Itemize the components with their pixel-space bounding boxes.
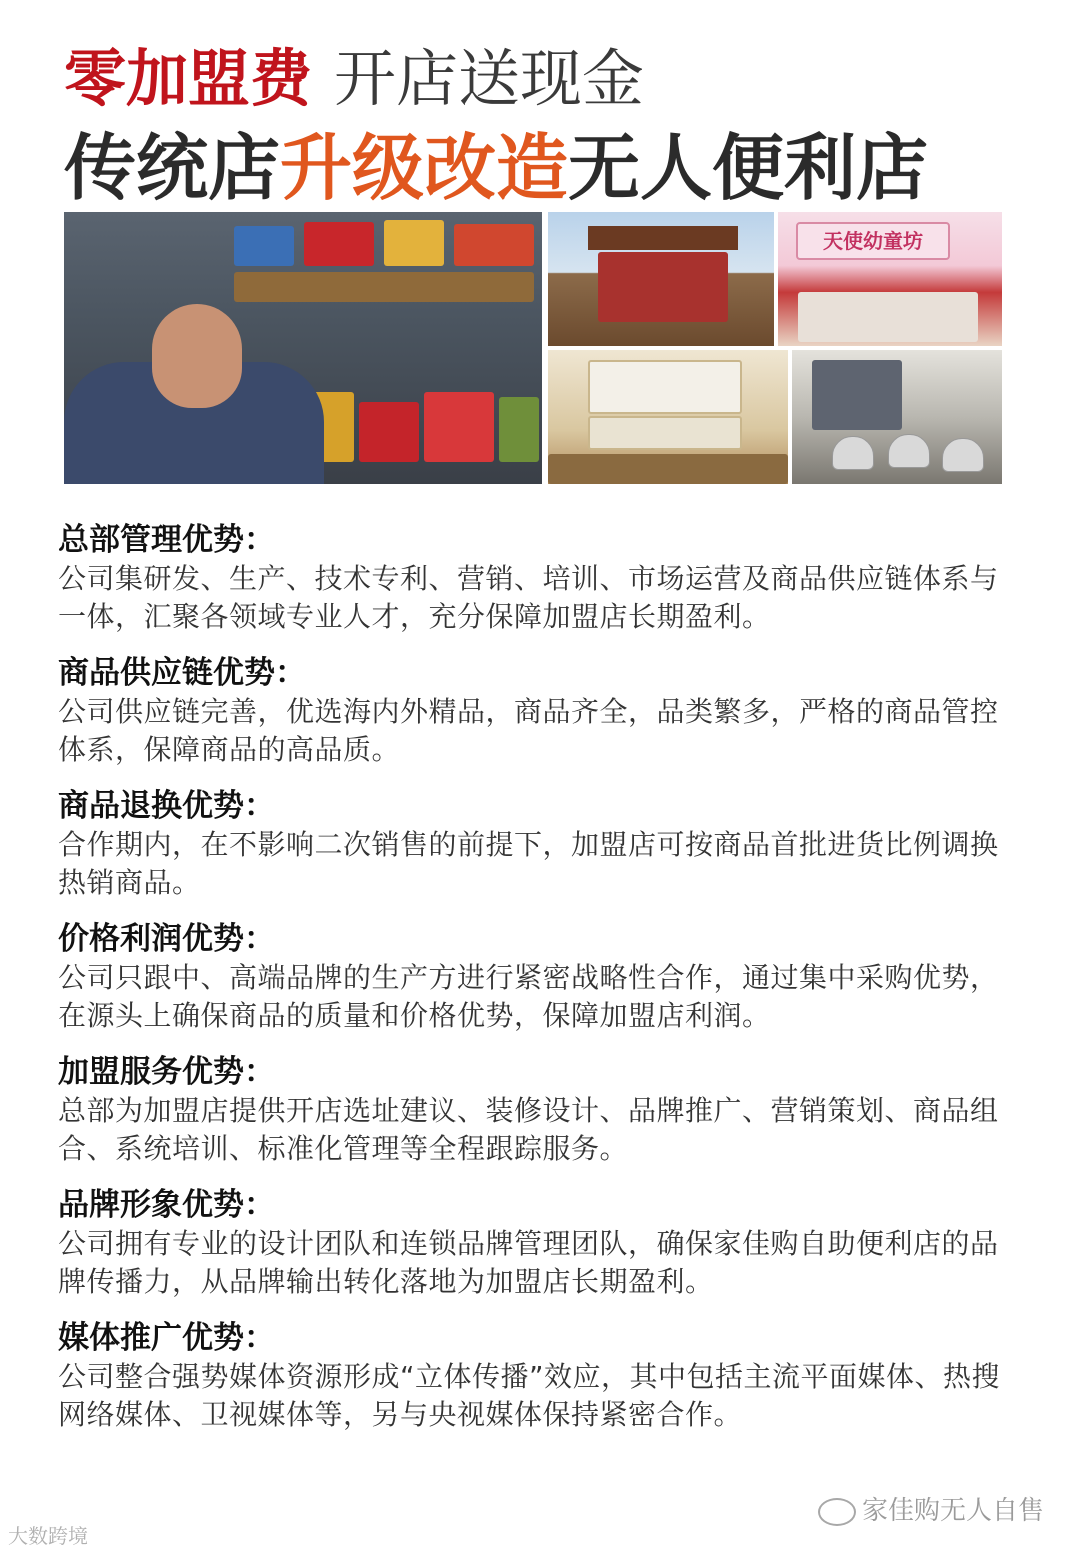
headline-part-b: 升级改造 bbox=[280, 126, 569, 210]
advantage-section bbox=[58, 1185, 1018, 1301]
headline-part-c: 无人便利店 bbox=[568, 126, 929, 210]
shelf-product bbox=[304, 222, 374, 266]
shelf-unit bbox=[588, 416, 742, 450]
advantage-body: 公司集研发、生产、技术专利、营销、培训、市场运营及商品供应链体系与一体，汇聚各领域专业人才，充分保障加盟店长期盈利。 bbox=[58, 562, 999, 633]
advantage-body: 总部为加盟店提供开店选址建议、装修设计、品牌推广、营销策划、商品组合、系统培训、标准化管理等全程跟踪服务。 bbox=[58, 1094, 999, 1165]
advantage-section bbox=[58, 786, 1018, 902]
advantage-title: 价格利润优势： bbox=[58, 921, 275, 957]
headline-line-1 bbox=[64, 40, 1024, 118]
wechat-watermark bbox=[818, 1490, 1044, 1527]
advantage-section bbox=[58, 1318, 1018, 1434]
advantage-section bbox=[58, 520, 1018, 636]
headline bbox=[64, 40, 1024, 216]
advantage-section bbox=[58, 919, 1018, 1035]
shelf-product bbox=[499, 397, 539, 462]
advantage-body: 公司供应链完善，优选海内外精品，商品齐全，品类繁多，严格的商品管控体系，保障商品的高品质。 bbox=[58, 695, 999, 766]
photo-counter-kettles bbox=[792, 350, 1002, 484]
advantage-section bbox=[58, 1052, 1018, 1168]
photo-collage bbox=[64, 212, 1002, 484]
advantage-body: 公司整合强势媒体资源形成“立体传播”效应，其中包括主流平面媒体、热搜网络媒体、卫视媒体等，另与央视媒体保持紧密合作。 bbox=[58, 1360, 1001, 1431]
advantage-body: 合作期内，在不影响二次销售的前提下，加盟店可按商品首批进货比例调换热销商品。 bbox=[58, 828, 999, 899]
kettle-icon bbox=[942, 438, 984, 472]
photo-store-shelves bbox=[548, 350, 788, 484]
shelf-unit bbox=[588, 360, 742, 414]
headline-line-2 bbox=[64, 120, 1024, 216]
shopkeeper-head bbox=[152, 304, 242, 408]
headline-dark: 开店送现金 bbox=[334, 42, 645, 115]
kettle-icon bbox=[888, 434, 930, 468]
shelf-product bbox=[234, 226, 294, 266]
advantage-title: 媒体推广优势： bbox=[58, 1320, 275, 1356]
shelf-product bbox=[234, 272, 534, 302]
shelf-product bbox=[384, 220, 444, 266]
corner-watermark bbox=[8, 1520, 88, 1549]
watermark-left-text: 大数跨境 bbox=[8, 1524, 88, 1548]
shelf-product bbox=[359, 402, 419, 462]
advantages-list bbox=[58, 520, 1018, 1451]
photo-kiosk bbox=[548, 212, 774, 346]
advantage-body: 公司拥有专业的设计团队和连锁品牌管理团队，确保家佳购自助便利店的品牌传播力，从品牌输出转化落地为加盟店长期盈利。 bbox=[58, 1227, 999, 1298]
kiosk-window bbox=[598, 252, 728, 322]
shelf-product bbox=[424, 392, 494, 462]
headline-red: 零加盟费 bbox=[64, 42, 313, 115]
advantage-body: 公司只跟中、高端品牌的生产方进行紧密战略性合作，通过集中采购优势，在源头上确保商品的质量和价格优势，保障加盟店利润。 bbox=[58, 961, 999, 1032]
advantage-title: 品牌形象优势： bbox=[58, 1187, 275, 1223]
headline-part-a: 传统店 bbox=[64, 126, 281, 210]
wechat-icon bbox=[818, 1498, 856, 1526]
shop-window bbox=[798, 292, 978, 342]
watermark-text: 家佳购无人自售 bbox=[861, 1496, 1044, 1526]
counter bbox=[548, 454, 788, 484]
advantage-title: 商品供应链优势： bbox=[58, 655, 306, 691]
kettle-icon bbox=[832, 436, 874, 470]
shop-sign: 天使幼童坊 bbox=[796, 222, 950, 260]
shelf-product bbox=[454, 224, 534, 266]
kiosk-roof bbox=[588, 226, 738, 250]
advantage-section bbox=[58, 653, 1018, 769]
photo-sleeping-shopkeeper bbox=[64, 212, 542, 484]
advantage-title: 商品退换优势： bbox=[58, 788, 275, 824]
advantage-title: 总部管理优势： bbox=[58, 522, 275, 558]
photo-shopfront bbox=[778, 212, 1002, 346]
advantage-title: 加盟服务优势： bbox=[58, 1054, 275, 1090]
fridge bbox=[812, 360, 902, 430]
